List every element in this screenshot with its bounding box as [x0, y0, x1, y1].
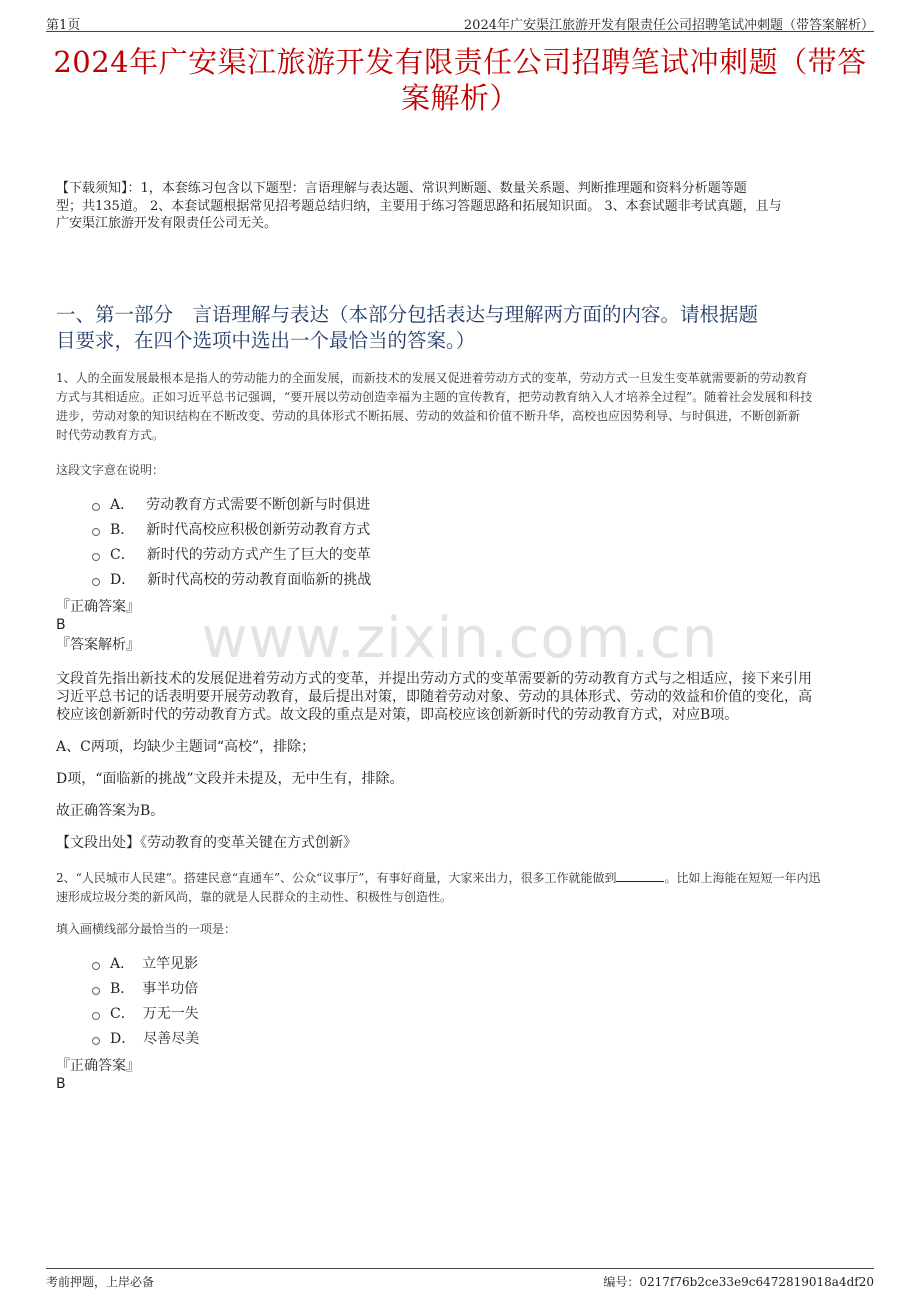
fill-blank [616, 869, 664, 882]
question-1-line: 时代劳动教育方式。 [56, 428, 165, 442]
notice-line-2: 型；共135道。 2、本套试题根据常见招考题总结归纳，主要用于练习答题思路和拓展知识面。 3、本套试题非考试真题，且与 [56, 198, 782, 214]
option-letter: C． [110, 547, 135, 563]
document-title-line-2: 案解析） [400, 81, 519, 115]
correct-answer-value: B [56, 1076, 66, 1092]
analysis-note-ac: A、C两项，均缺少主题词“高校”，排除； [56, 739, 316, 755]
footer-document-id: 编号：0217f76b2ce33e9c6472819018a4df20 [603, 1275, 874, 1289]
question-1-prompt: 这段文字意在说明： [56, 463, 165, 477]
question-1-option-a[interactable] [92, 496, 370, 514]
radio-icon[interactable] [92, 528, 100, 536]
question-2-line-1 [56, 869, 864, 888]
question-2-option-a[interactable] [92, 955, 198, 973]
question-1-line: 方式与其相适应。正如习近平总书记强调，“要开展以劳动创造幸福为主题的宣传教育，把劳动教育纳入人才培养全过程”。随着社会发展和科技 [56, 390, 813, 404]
option-letter: B． [110, 981, 135, 997]
radio-icon[interactable] [92, 553, 100, 561]
option-text: 事半功倍 [142, 981, 199, 997]
radio-icon[interactable] [92, 987, 100, 995]
notice-line-1: 【下载须知】：1，本套练习包含以下题型：言语理解与表达题、常识判断题、数量关系题、判断推理题和资料分析题等题 [56, 181, 747, 196]
question-2-prompt: 填入画横线部分最恰当的一项是： [56, 922, 237, 936]
question-2-stem [56, 869, 864, 907]
footer-slogan: 考前押题，上岸必备 [46, 1275, 155, 1289]
option-letter: A． [110, 497, 135, 513]
question-1-option-d[interactable] [92, 571, 371, 589]
option-letter: D． [110, 572, 136, 588]
download-notice [56, 180, 864, 233]
question-1-line: 进步，劳动对象的知识结构在不断改变、劳动的具体形式不断拓展、劳动的效益和价值不断升华，高校也应因势利导、与时俱进，不断创新新 [56, 409, 801, 423]
page-number: 第1页 [46, 18, 81, 33]
question-1-option-b[interactable] [92, 521, 370, 539]
option-text: 新时代的劳动方式产生了巨大的变革 [146, 547, 371, 563]
question-2-option-c[interactable] [92, 1005, 199, 1023]
passage-source: 【文段出处】《劳动教育的变革关键在方式创新》 [56, 835, 357, 851]
question-1-option-c[interactable] [92, 546, 371, 564]
option-letter: D． [110, 1031, 136, 1047]
option-letter: B． [110, 522, 135, 538]
option-text: 尽善尽美 [143, 1031, 200, 1047]
analysis-note-d: D项，“面临新的挑战”文段并未提及，无中生有，排除。 [56, 771, 404, 787]
radio-icon[interactable] [92, 503, 100, 511]
option-letter: A． [110, 956, 135, 972]
footer-divider [46, 1268, 874, 1269]
option-text: 劳动教育方式需要不断创新与时俱进 [146, 497, 371, 513]
watermark: www.zixin.com.cn [201, 606, 719, 671]
analysis-line: 文段首先指出新技术的发展促进着劳动方式的变革，并提出劳动方式的变革需要新的劳动教育方式与之相适应，接下来引用 [56, 671, 812, 687]
notice-line-3: 广安渠江旅游开发有限责任公司无关。 [56, 216, 278, 231]
header-divider [46, 31, 874, 32]
section-heading [56, 302, 864, 354]
radio-icon[interactable] [92, 1037, 100, 1045]
radio-icon[interactable] [92, 578, 100, 586]
document-title-line-1: 2024年广安渠江旅游开发有限责任公司招聘笔试冲刺题（带答 [53, 45, 867, 79]
section-heading-line-1: 一、第一部分 言语理解与表达（本部分包括表达与理解两方面的内容。请根据题 [56, 303, 759, 326]
correct-answer-value: B [56, 617, 66, 633]
running-header-title: 2024年广安渠江旅游开发有限责任公司招聘笔试冲刺题（带答案解析） [463, 18, 874, 33]
question-2-line-2: 速形成垃圾分类的新风尚，靠的就是人民群众的主动性、积极性与创造性。 [56, 890, 453, 904]
question-2-text-before-blank: 2、“人民城市人民建”。搭建民意“直通车”、公众“议事厅”，有事好商量，大家来出力，很多工作就能做到 [56, 871, 617, 885]
option-text: 新时代高校应积极创新劳动教育方式 [146, 522, 371, 538]
correct-answer-label: 『正确答案』 [56, 599, 140, 615]
question-2-option-d[interactable] [92, 1030, 199, 1048]
analysis-conclusion: 故正确答案为B。 [56, 803, 165, 819]
correct-answer-label: 『正确答案』 [56, 1058, 140, 1074]
document-title [46, 44, 874, 116]
question-1-stem [56, 369, 864, 445]
section-heading-line-2: 目要求，在四个选项中选出一个最恰当的答案。） [56, 329, 476, 352]
radio-icon[interactable] [92, 962, 100, 970]
option-letter: C． [110, 1006, 135, 1022]
answer-analysis-label: 『答案解析』 [56, 637, 140, 653]
radio-icon[interactable] [92, 1012, 100, 1020]
analysis-line: 习近平总书记的话表明要开展劳动教育，最后提出对策，即随着劳动对象、劳动的具体形式、劳动的效益和价值的变化，高 [56, 689, 812, 705]
question-2-text-after-blank: 。比如上海能在短短一年内迅 [664, 871, 821, 885]
option-text: 新时代高校的劳动教育面临新的挑战 [147, 572, 372, 588]
option-text: 立竿见影 [142, 956, 199, 972]
option-text: 万无一失 [142, 1006, 199, 1022]
analysis-line: 校应该创新新时代的劳动教育方式。故文段的重点是对策，即高校应该创新新时代的劳动教育方式，对应B项。 [56, 707, 739, 723]
question-2-option-b[interactable] [92, 980, 198, 998]
answer-analysis-text [56, 670, 864, 724]
question-1-line: 1、人的全面发展最根本是指人的劳动能力的全面发展，而新技术的发展又促进着劳动方式的变革，劳动方式一旦发生变革就需要新的劳动教育 [56, 371, 808, 385]
